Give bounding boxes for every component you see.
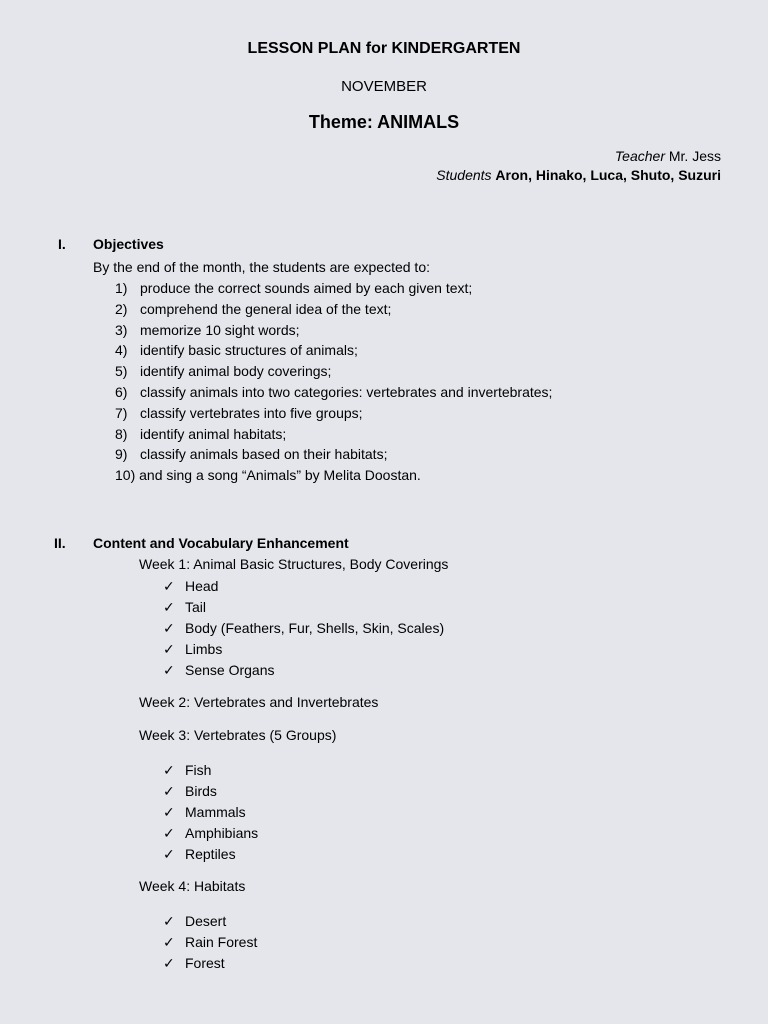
check-mark-icon: ✓ — [163, 578, 175, 594]
list-item: ✓ Limbs — [163, 639, 444, 660]
list-item: ✓ Birds — [163, 781, 258, 802]
theme-heading: Theme: ANIMALS — [308, 112, 460, 132]
list-item: ✓ Reptiles — [163, 844, 258, 865]
students-line — [436, 167, 721, 183]
students-label: Students — [436, 167, 492, 183]
teacher-label: Teacher — [614, 148, 665, 164]
list-item: ✓ Head — [163, 576, 444, 597]
week-3-title: Week 3: Vertebrates (5 Groups) — [139, 727, 337, 743]
list-item: ✓ Rain Forest — [163, 932, 257, 953]
students-names: Aron, Hinako, Luca, Shuto, Suzuri — [495, 167, 721, 183]
list-item: 10) and sing a song “Animals” by Melita Doostan. — [115, 467, 421, 484]
list-item: ✓ Amphibians — [163, 823, 258, 844]
week-4-title: Week 4: Habitats — [139, 878, 246, 894]
list-item: 8) identify animal habitats; — [115, 425, 287, 442]
teacher-name: Mr. Jess — [668, 148, 721, 164]
week-1-title: Week 1: Animal Basic Structures, Body Coverings — [139, 556, 449, 572]
list-item: ✓ Forest — [163, 953, 257, 974]
list-item: ✓ Body (Feathers, Fur, Shells, Skin, Scales) — [163, 618, 444, 639]
week-1-list — [163, 576, 444, 681]
check-mark-icon: ✓ — [163, 599, 175, 615]
week-2-title: Week 2: Vertebrates and Invertebrates — [139, 694, 379, 710]
month-label: NOVEMBER — [341, 78, 427, 95]
list-item: ✓ Sense Organs — [163, 660, 444, 681]
list-item: 5) identify animal body coverings; — [115, 363, 332, 380]
list-item: ✓ Mammals — [163, 802, 258, 823]
list-item: 4) identify basic structures of animals; — [115, 342, 358, 359]
document-title: LESSON PLAN for KINDERGARTEN — [247, 40, 521, 57]
list-item: 3) memorize 10 sight words; — [115, 321, 300, 338]
check-mark-icon: ✓ — [163, 783, 175, 799]
check-mark-icon: ✓ — [163, 762, 175, 778]
objectives-list — [115, 278, 552, 486]
check-mark-icon: ✓ — [163, 620, 175, 636]
teacher-line — [615, 148, 721, 164]
list-item: 2) comprehend the general idea of the text; — [115, 300, 392, 317]
list-item: 6) classify animals into two categories: vertebrates and invertebrates; — [115, 383, 553, 400]
check-mark-icon: ✓ — [163, 825, 175, 841]
section-title-content: Content and Vocabulary Enhancement — [93, 535, 349, 551]
check-mark-icon: ✓ — [163, 846, 175, 862]
objectives-intro: By the end of the month, the students are expected to: — [93, 259, 430, 275]
week-4-list — [163, 911, 257, 974]
check-mark-icon: ✓ — [163, 641, 175, 657]
check-mark-icon: ✓ — [163, 913, 175, 929]
section-number-content: II. — [54, 535, 66, 551]
check-mark-icon: ✓ — [163, 955, 175, 971]
week-3-list — [163, 760, 258, 865]
check-mark-icon: ✓ — [163, 934, 175, 950]
check-mark-icon: ✓ — [163, 804, 175, 820]
list-item: 1) produce the correct sounds aimed by each given text; — [115, 280, 473, 296]
list-item: ✓ Tail — [163, 597, 444, 618]
section-title-objectives: Objectives — [93, 236, 164, 252]
list-item: 7) classify vertebrates into five groups; — [115, 404, 363, 421]
list-item: ✓ Desert — [163, 911, 257, 932]
list-item: 9) classify animals based on their habitats; — [115, 446, 388, 463]
section-number-objectives: I. — [58, 236, 66, 252]
list-item: ✓ Fish — [163, 760, 258, 781]
check-mark-icon: ✓ — [163, 662, 175, 678]
